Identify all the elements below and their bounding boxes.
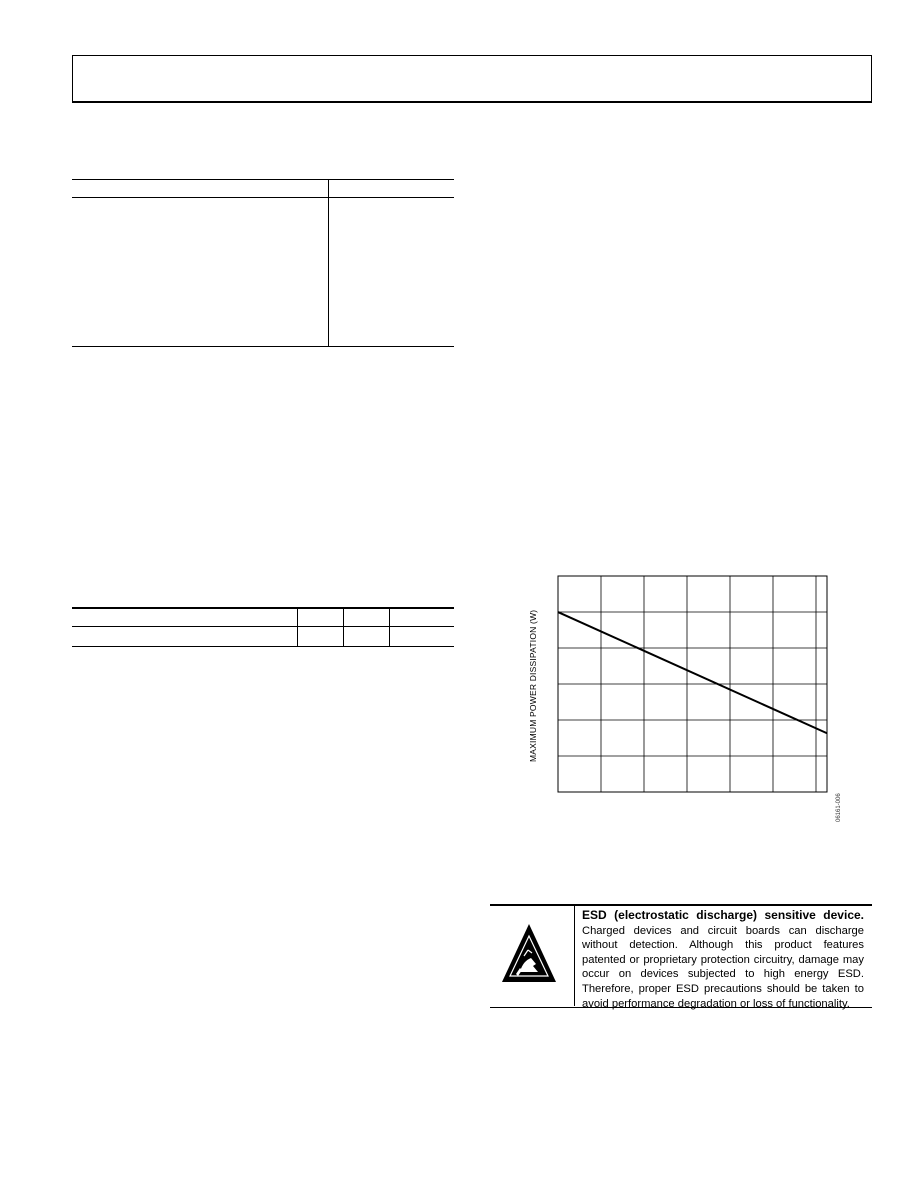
esd-notice: [490, 904, 872, 1008]
chart-series-line: [558, 612, 827, 733]
chart-y-axis-label: MAXIMUM POWER DISSIPATION (W): [528, 609, 538, 762]
esd-text: [582, 908, 864, 1011]
esd-warning-icon: [498, 920, 560, 988]
esd-divider: [574, 906, 575, 1006]
esd-body: Charged devices and circuit boards can discharge without detection. Although this product features patented or proprietary protection circuitry, damage may occur on devices subjected to high energy ESD. Therefore, proper ESD precautions should be taken to avoid performance degradation or loss of functionality.: [582, 924, 864, 1010]
figure-id: 06161-006: [836, 793, 842, 822]
esd-heading: ESD (electrostatic discharge) sensitive device.: [582, 908, 864, 922]
